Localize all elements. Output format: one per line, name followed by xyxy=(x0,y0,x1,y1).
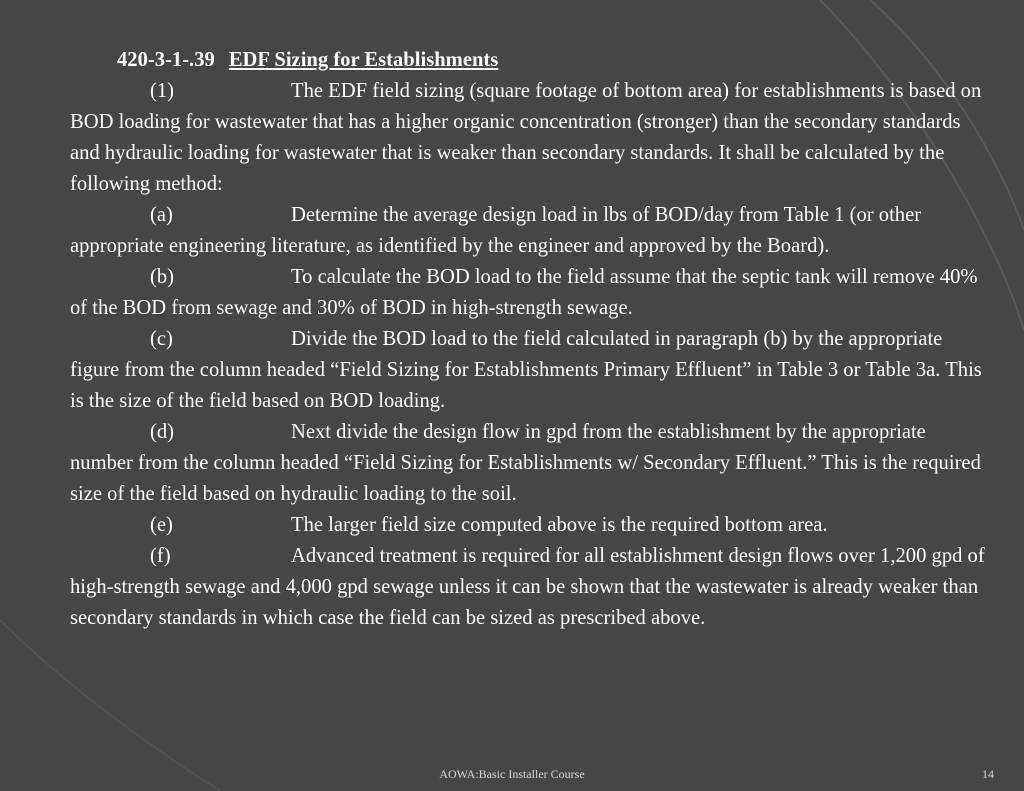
paragraph-text: To calculate the BOD load to the field assume that the septic tank will remove 40% of the BOD from sewage and 30% of BOD in high-strength sewage. xyxy=(70,266,978,319)
paragraph-label: (b) xyxy=(150,266,175,288)
page-number: 14 xyxy=(982,767,994,781)
paragraph-label: (e) xyxy=(150,514,173,536)
paragraph-1 xyxy=(70,76,990,200)
paragraph-text: Advanced treatment is required for all establishment design flows over 1,200 gpd of high-strength sewage and 4,000 gpd sewage unless it can be shown that the wastewater is already weaker than secondary standards in which case the field can be sized as prescribed above. xyxy=(70,545,985,629)
paragraph-a xyxy=(70,200,990,262)
paragraph-label: (a) xyxy=(150,204,173,226)
section-number: 420-3-1-.39 xyxy=(117,49,215,71)
paragraph-label: (1) xyxy=(150,80,175,102)
section-title: EDF Sizing for Establishments xyxy=(228,49,499,71)
paragraph-b xyxy=(70,262,990,324)
section-heading xyxy=(70,45,990,76)
paragraph-text: The EDF field sizing (square footage of bottom area) for establishments is based on BOD loading for wastewater that has a higher organic concentration (stronger) than the secondary standards and hydraulic loading for wastewater that is weaker than secondary standards. It shall be calculated by the following method: xyxy=(70,80,982,195)
footer-course: AOWA:Basic Installer Course xyxy=(439,767,585,781)
paragraph-label: (c) xyxy=(150,328,173,350)
paragraph-f xyxy=(70,541,990,634)
paragraph-label: (d) xyxy=(150,421,175,443)
paragraph-text: Determine the average design load in lbs of BOD/day from Table 1 (or other appropriate engineering literature, as identified by the engineer and approved by the Board). xyxy=(70,204,922,257)
paragraph-e xyxy=(70,510,990,541)
paragraph-c xyxy=(70,324,990,417)
slide-content xyxy=(70,45,990,634)
paragraph-d xyxy=(70,417,990,510)
paragraph-label: (f) xyxy=(150,545,171,567)
paragraph-text: Next divide the design flow in gpd from the establishment by the appropriate number from the column headed “Field Sizing for Establishments w/ Secondary Effluent.” This is the required size of the field based on hydraulic loading to the soil. xyxy=(70,421,981,505)
paragraph-text: Divide the BOD load to the field calculated in paragraph (b) by the appropriate figure from the column headed “Field Sizing for Establishments Primary Effluent” in Table 3 or Table 3a. This is the size of the field based on BOD loading. xyxy=(70,328,982,412)
paragraph-text: The larger field size computed above is the required bottom area. xyxy=(291,514,828,536)
